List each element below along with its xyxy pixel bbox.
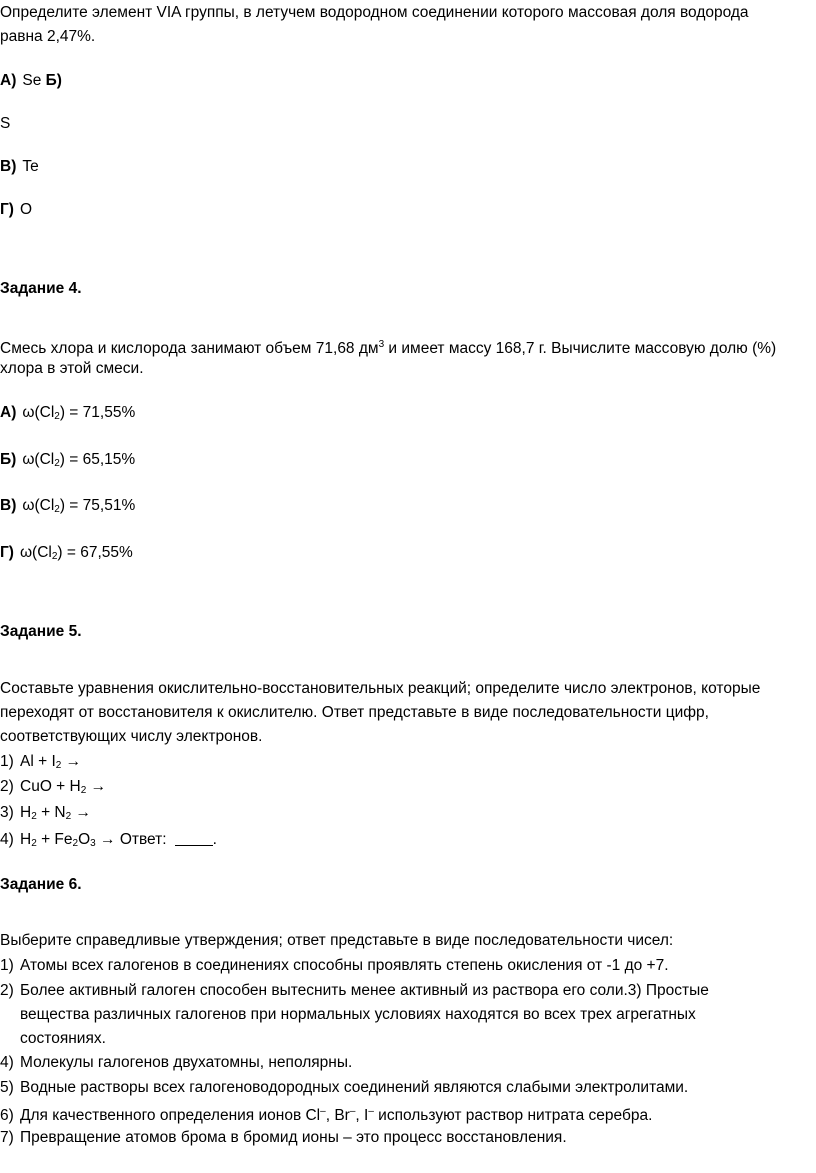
task5-reaction-3 — [0, 803, 91, 827]
list-number: 3) — [0, 804, 14, 821]
formula-part: → Ответ: — [95, 831, 167, 848]
subscript: 2 — [54, 504, 60, 515]
task5-reaction-2 — [0, 777, 106, 801]
subscript: 2 — [80, 785, 87, 796]
task5-text-line-2: переходят от восстановителя к окислителю. Ответ представьте в виде последовательности цифр, — [0, 704, 709, 721]
superscript: – — [368, 1106, 374, 1117]
subscript: 2 — [54, 411, 60, 422]
q3-option-b-value: S — [0, 115, 11, 132]
task5-title: Задание 5. — [0, 623, 82, 640]
subscript: 2 — [72, 838, 79, 849]
option-label: Б) — [45, 72, 62, 89]
formula-part: Al + I — [20, 753, 56, 770]
statement-text: используют раствор нитрата серебра. — [373, 1107, 653, 1124]
option-label: Г) — [0, 544, 14, 561]
task4-option-v — [0, 496, 135, 520]
statement-text: , Br — [325, 1107, 350, 1124]
task4-title: Задание 4. — [0, 280, 82, 297]
task6-statement-2-line-1 — [0, 981, 709, 1001]
statement-text: Водные растворы всех галогеноводородных соединений являются слабыми электролитами. — [20, 1079, 689, 1096]
subscript: 3 — [90, 838, 96, 849]
formula-part: → — [61, 753, 82, 770]
task6-statement-2-line-2: вещества различных галогенов при нормальных условиях находятся во всех трех агрегатных — [20, 1006, 696, 1023]
task4-option-g — [0, 543, 133, 567]
subscript: 2 — [51, 551, 58, 562]
list-number: 5) — [0, 1079, 14, 1096]
q3-text-line-2: равна 2,47%. — [0, 28, 96, 45]
formula-part: ) = 75,51% — [59, 497, 136, 514]
formula-part: . — [212, 831, 217, 848]
formula-part: CuO + H — [20, 778, 81, 795]
list-number: 4) — [0, 1054, 14, 1071]
subscript: 2 — [55, 760, 62, 771]
formula-part: → — [71, 804, 91, 821]
formula-part: ω(Cl — [22, 451, 55, 468]
list-number: 6) — [0, 1107, 14, 1124]
option-value: Se — [22, 72, 42, 89]
option-value: Te — [22, 158, 39, 175]
task5-reaction-1 — [0, 752, 81, 776]
option-label: В) — [0, 158, 17, 175]
list-number: 4) — [0, 831, 14, 848]
task6-statement-6 — [0, 1102, 652, 1126]
formula-part: O — [78, 831, 91, 848]
q3-option-v — [0, 157, 39, 177]
task5-text-line-1: Составьте уравнения окислительно-восстановительных реакций; определите число электронов, которые — [0, 680, 761, 697]
text-part: Смесь хлора и кислорода занимают объем 71,68 дм — [0, 340, 379, 357]
formula-part: ω(Cl — [22, 404, 55, 421]
option-label: В) — [0, 497, 17, 514]
task5-reaction-4 — [0, 830, 217, 854]
text-part: и имеет массу 168,7 г. Вычислите массовую долю (%) — [384, 340, 777, 357]
option-label: А) — [0, 72, 17, 89]
task4-option-a — [0, 403, 135, 427]
task6-statement-1 — [0, 956, 669, 976]
statement-text: Атомы всех галогенов в соединениях способны проявлять степень окисления от -1 до +7. — [20, 957, 669, 974]
statement-text: Превращение атомов брома в бромид ионы – это процесс восстановления. — [20, 1129, 567, 1146]
task6-statement-7 — [0, 1128, 567, 1148]
statement-text: Для качественного определения ионов Cl — [20, 1107, 321, 1124]
statement-text: Более активный галоген способен вытеснить менее активный из раствора его соли.3) Простые — [20, 982, 709, 999]
subscript: 2 — [31, 838, 37, 849]
formula-part: + Fe — [36, 831, 73, 848]
task4-option-b — [0, 450, 135, 474]
formula-part: ω(Cl — [22, 497, 55, 514]
task6-statement-2-line-3: состояниях. — [20, 1030, 106, 1047]
answer-blank[interactable] — [175, 831, 213, 846]
task6-intro: Выберите справедливые утверждения; ответ представьте в виде последовательности чисел: — [0, 932, 674, 949]
option-label: А) — [0, 404, 17, 421]
superscript: – — [320, 1106, 326, 1117]
list-number: 2) — [0, 778, 14, 795]
option-label: Б) — [0, 451, 17, 468]
statement-text: , I — [355, 1107, 369, 1124]
task6-statement-5 — [0, 1078, 688, 1098]
formula-part: + N — [36, 804, 66, 821]
option-value: O — [19, 201, 33, 218]
task4-text-line-2: хлора в этой смеси. — [0, 360, 144, 377]
formula-part: ) = 67,55% — [57, 544, 133, 561]
formula-part: → — [86, 778, 107, 795]
formula-part: ) = 71,55% — [59, 404, 136, 421]
statement-text: Молекулы галогенов двухатомны, неполярны. — [20, 1054, 353, 1071]
formula-part: H — [20, 804, 32, 821]
q3-text-line-1: Определите элемент VIA группы, в летучем водородном соединении которого массовая доля водорода — [0, 4, 749, 21]
task6-title: Задание 6. — [0, 876, 82, 893]
list-number: 1) — [0, 753, 14, 770]
q3-option-g — [0, 200, 32, 220]
list-number: 1) — [0, 957, 14, 974]
subscript: 2 — [31, 811, 37, 822]
q3-option-a — [0, 71, 62, 91]
task5-text-line-3: соответствующих числу электронов. — [0, 728, 263, 745]
superscript: 3 — [378, 339, 385, 350]
superscript: – — [349, 1106, 356, 1117]
subscript: 2 — [65, 811, 72, 822]
list-number: 7) — [0, 1129, 14, 1146]
subscript: 2 — [54, 458, 60, 469]
list-number: 2) — [0, 982, 14, 999]
formula-part: ω(Cl — [19, 544, 52, 561]
formula-part: ) = 65,15% — [59, 451, 136, 468]
task6-statement-4 — [0, 1053, 352, 1073]
option-label: Г) — [0, 201, 14, 218]
formula-part: H — [20, 831, 32, 848]
task4-text-line-1 — [0, 335, 776, 359]
